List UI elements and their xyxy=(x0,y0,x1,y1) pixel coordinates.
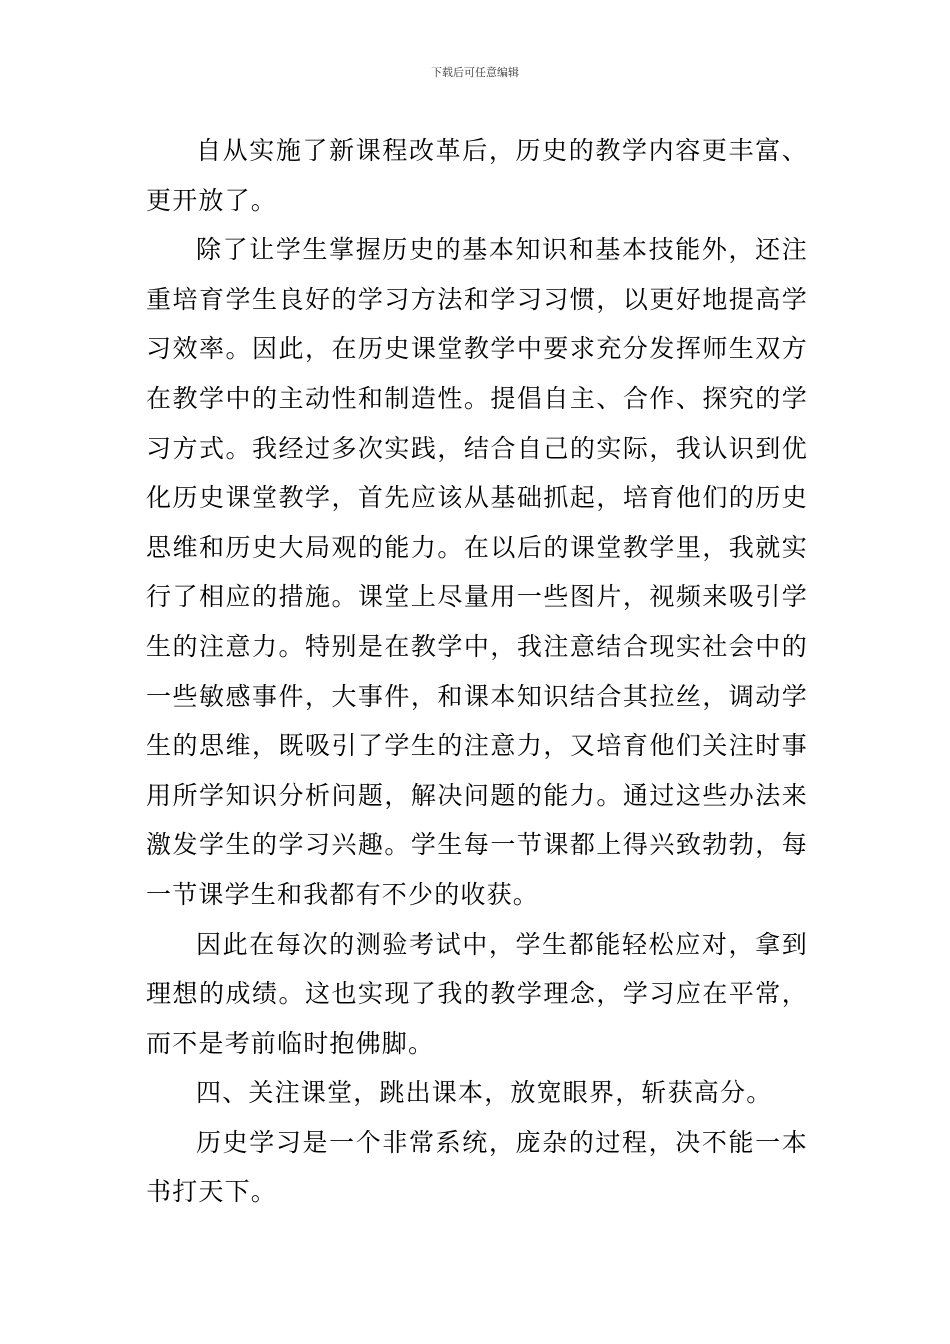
paragraph-2: 除了让学生掌握历史的基本知识和基本技能外，还注重培育学生良好的学习方法和学习习惯，以更好地提高学习效率。因此，在历史课堂教学中要求充分发挥师生双方在教学中的主动性和制造性。提倡自主、合作、探究的学习方式。我经过多次实践，结合自己的实际，我认识到优化历史课堂教学，首先应该从基础抓起，培育他们的历史思维和历史大局观的能力。在以后的课堂教学里，我就实行了相应的措施。课堂上尽量用一些图片，视频来吸引学生的注意力。特别是在教学中，我注意结合现实社会中的一些敏感事件，大事件，和课本知识结合其拉丝，调动学生的思维，既吸引了学生的注意力，又培育他们关注时事用所学知识分析问题，解决问题的能力。通过这些办法来激发学生的学习兴趣。学生每一节课都上得兴致勃勃，每一节课学生和我都有不少的收获。 xyxy=(146,235,808,909)
page-header: 下载后可任意编辑 xyxy=(431,66,519,79)
paragraph-1: 自从实施了新课程改革后，历史的教学内容更丰富、更开放了。 xyxy=(146,136,808,215)
document-body xyxy=(146,126,808,1217)
paragraph-3: 因此在每次的测验考试中，学生都能轻松应对，拿到理想的成绩。这也实现了我的教学理念，学习应在平常，而不是考前临时抱佛脚。 xyxy=(146,929,808,1058)
paragraph-4: 历史学习是一个非常系统，庞杂的过程，决不能一本书打天下。 xyxy=(146,1127,808,1207)
section-heading: 四、关注课堂，跳出课本，放宽眼界，斩获高分。 xyxy=(196,1078,773,1108)
